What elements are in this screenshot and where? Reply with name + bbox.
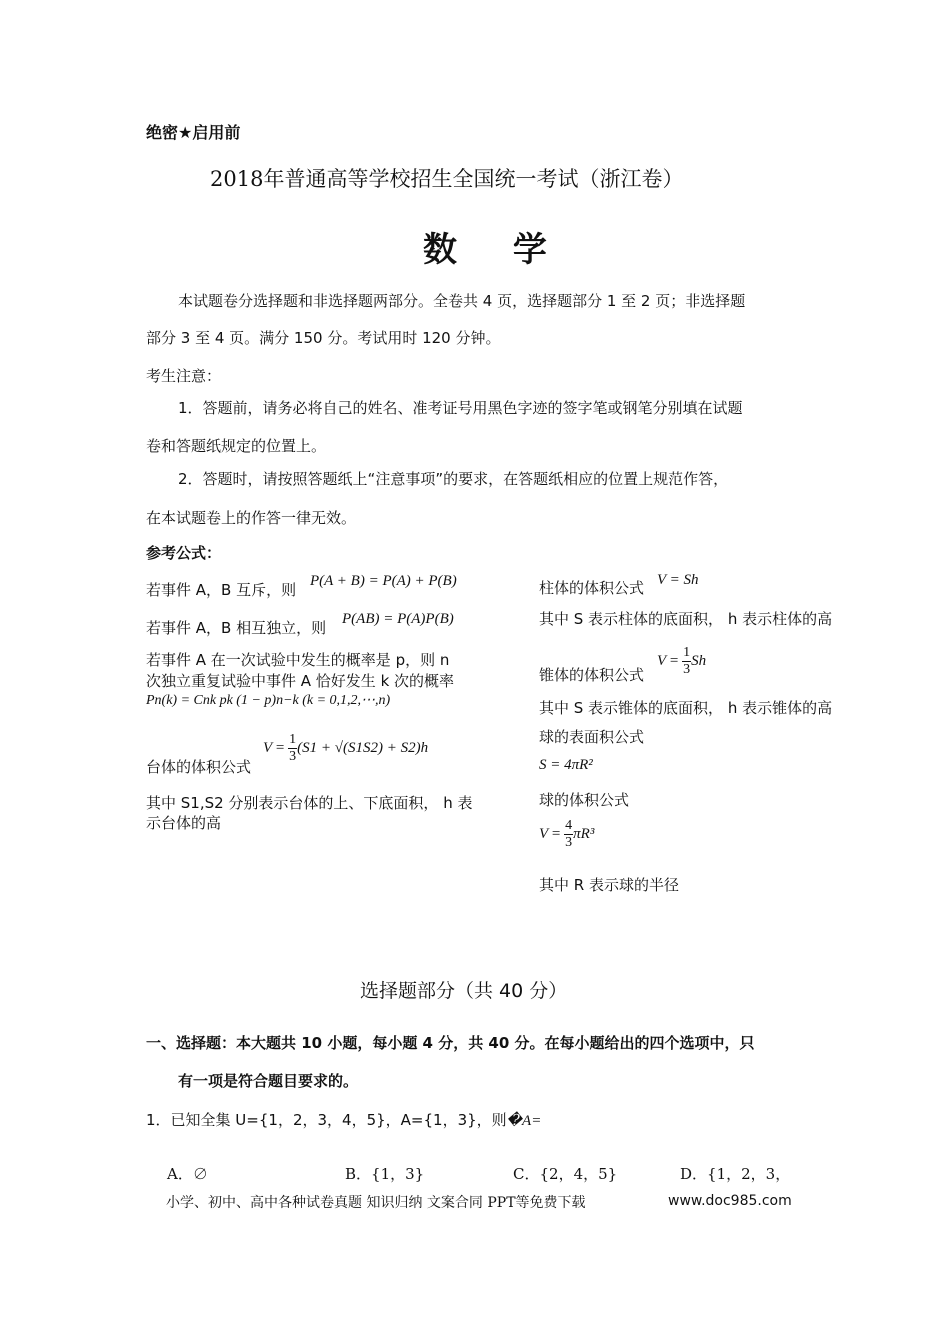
- frustum-desc-line-1: 其中 S1,S2 分别表示台体的上、下底面积， h 表: [146, 794, 473, 812]
- notice-item-1-line-2: 卷和答题纸规定的位置上。: [146, 437, 327, 455]
- frustum-volume-text: 台体的体积公式: [146, 758, 252, 776]
- question-1-complement: �A=: [506, 1113, 542, 1129]
- independent-events-text: 若事件 A，B 相互独立，则: [146, 619, 327, 637]
- exclusive-events-formula: P(A + B) = P(A) + P(B): [310, 573, 457, 589]
- cone-desc: 其中 S 表示锥体的底面积， h 表示锥体的高: [539, 699, 833, 717]
- intro-line-1: 本试题卷分选择题和非选择题两部分。全卷共 4 页，选择题部分 1 至 2 页；非选择题: [178, 292, 746, 310]
- footer-url[interactable]: www.doc985.com: [668, 1193, 792, 1209]
- subject-title: 数 学: [423, 230, 569, 270]
- one-third-fraction: $\frac{1}{3}$: [289, 732, 297, 764]
- part-description-line-2: 有一项是符合题目要求的。: [178, 1072, 359, 1090]
- prism-desc: 其中 S 表示柱体的底面积， h 表示柱体的高: [539, 610, 833, 628]
- section-title: 选择题部分（共 40 分）: [360, 980, 568, 1002]
- secret-mark: 绝密★启用前: [146, 123, 241, 142]
- notice-title: 考生注意：: [146, 367, 222, 385]
- sphere-volume-tail: πR³: [573, 825, 595, 842]
- prism-volume-text: 柱体的体积公式: [539, 579, 645, 597]
- sphere-desc: 其中 R 表示球的半径: [539, 876, 679, 894]
- intro-line-2: 部分 3 至 4 页。满分 150 分。考试用时 120 分钟。: [146, 329, 501, 347]
- option-b: B．{1，3}: [345, 1165, 425, 1183]
- prism-volume-formula: V = Sh: [657, 572, 699, 588]
- sphere-volume-formula: V = $\frac{4}{3}$ πR³: [539, 818, 595, 850]
- option-a: A．∅: [167, 1165, 208, 1183]
- frustum-formula-tail: (S1 + √(S1S2) + S2)h: [297, 739, 429, 756]
- frustum-desc-line-2: 示台体的高: [146, 814, 222, 832]
- footer-text: 小学、初中、高中各种试卷真题 知识归纳 文案合同 PPT等免费下载: [166, 1195, 586, 1211]
- question-1-stem-text: 1．已知全集 U={1，2，3，4，5}，A={1，3}，则: [146, 1111, 507, 1129]
- sphere-volume-text: 球的体积公式: [539, 791, 630, 809]
- notice-item-2-line-1: 2．答题时，请按照答题纸上“注意事项”的要求，在答题纸相应的位置上规范作答，: [178, 470, 729, 488]
- bernoulli-formula: Pn(k) = Cnk pk (1 − p)n−k (k = 0,1,2,⋯,n): [146, 693, 391, 708]
- exclusive-events-text: 若事件 A，B 互斥，则: [146, 581, 297, 599]
- independent-events-formula: P(AB) = P(A)P(B): [342, 611, 454, 627]
- cone-formula-tail: Sh: [691, 652, 707, 669]
- bernoulli-line-2: 次独立重复试验中事件 A 恰好发生 k 次的概率: [146, 672, 455, 690]
- option-d: D．{1，2，3，: [680, 1165, 791, 1183]
- bernoulli-line-1: 若事件 A 在一次试验中发生的概率是 p，则 n: [146, 651, 450, 669]
- four-thirds-fraction: $\frac{4}{3}$: [565, 818, 573, 850]
- frustum-volume-formula: V = $\frac{1}{3}$ (S1 + √(S1S2) + S2)h: [263, 732, 429, 764]
- sphere-area-text: 球的表面积公式: [539, 728, 645, 746]
- notice-item-1-line-1: 1．答题前，请务必将自己的姓名、准考证号用黑色字迹的签字笔或钢笔分别填在试题: [178, 399, 743, 417]
- exam-title: 2018年普通高等学校招生全国统一考试（浙江卷）: [210, 167, 684, 191]
- sphere-area-formula: S = 4πR²: [539, 757, 593, 773]
- part-description-line-1: 一、选择题：本大题共 10 小题，每小题 4 分，共 40 分。在每小题给出的四个选项中，只: [146, 1034, 755, 1052]
- notice-item-2-line-2: 在本试题卷上的作答一律无效。: [146, 509, 357, 527]
- option-c: C．{2，4，5}: [513, 1165, 618, 1183]
- question-1-stem: [146, 1109, 541, 1130]
- formulas-title: 参考公式：: [146, 544, 222, 562]
- cone-one-third-fraction: $\frac{1}{3}$: [683, 645, 691, 677]
- cone-volume-text: 锥体的体积公式: [539, 666, 645, 684]
- cone-volume-formula: V = $\frac{1}{3}$ Sh: [657, 645, 707, 677]
